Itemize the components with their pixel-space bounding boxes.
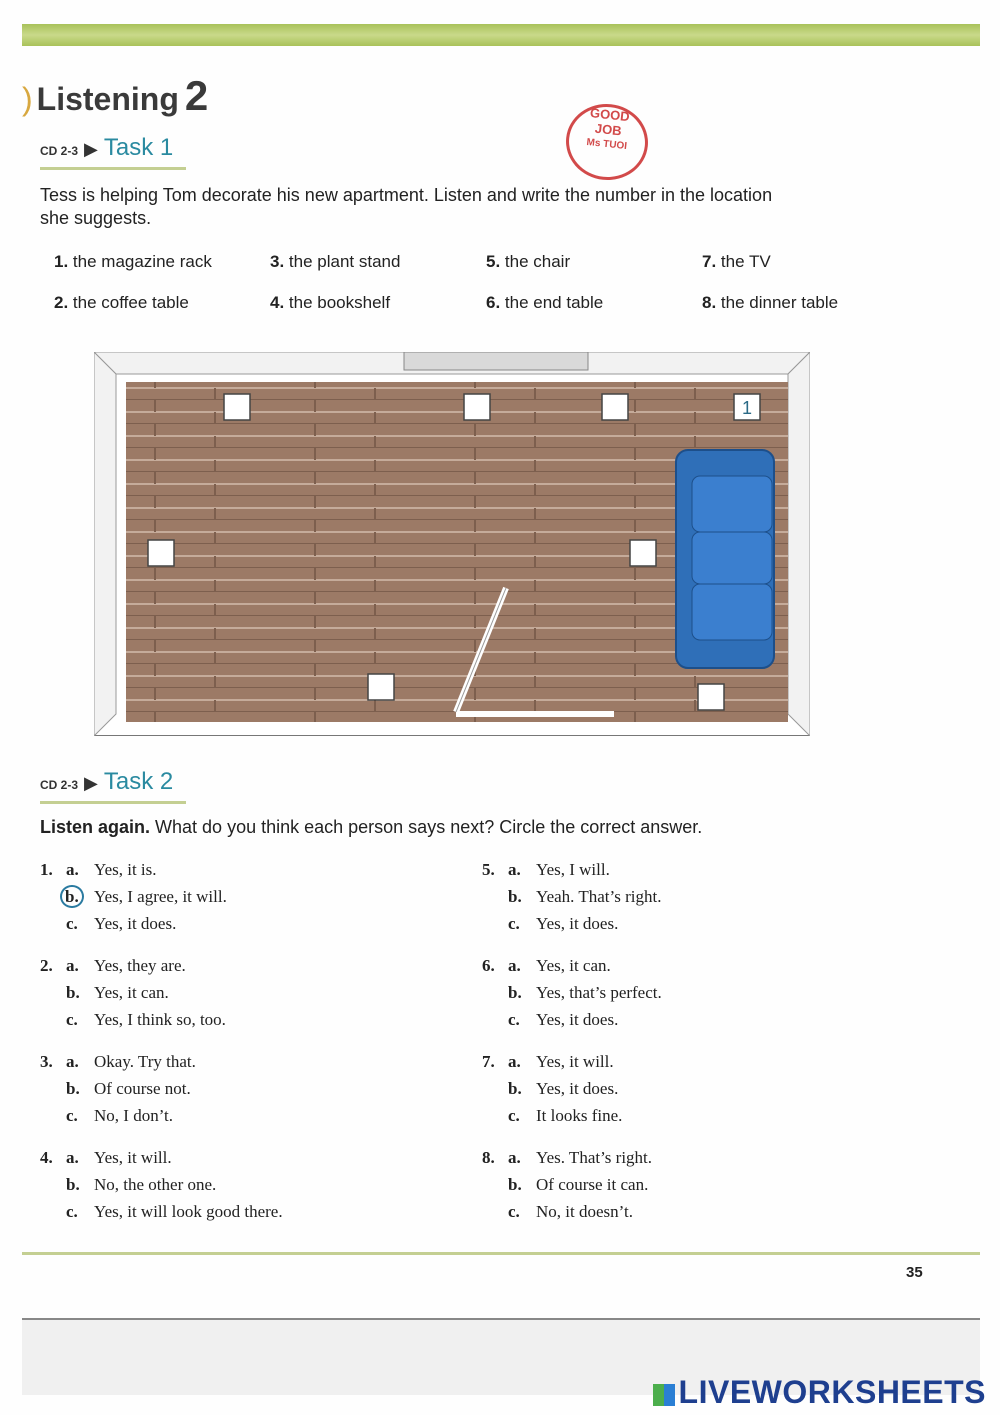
cd-track: CD 2-3 (40, 778, 79, 792)
filled-answer: 1 (741, 398, 753, 418)
option-c[interactable]: c. (508, 1106, 520, 1125)
good-job-stamp (562, 100, 651, 184)
option-a[interactable]: a. (508, 1052, 521, 1071)
option-c[interactable]: c. (508, 914, 520, 933)
option-a[interactable]: a. (66, 860, 79, 879)
stamp-line1: GOOD (589, 105, 631, 125)
play-arrow-icon: ▶ (84, 773, 98, 793)
option-b[interactable]: b. (508, 1175, 522, 1194)
cd-track: CD 2-3 (40, 144, 79, 158)
answer-box (148, 540, 174, 566)
task2-instructions: Listen again. What do you think each person says next? Circle the correct answer. (40, 817, 703, 837)
title-text: Listening (36, 81, 179, 117)
stamp-line2: JOB (594, 120, 623, 139)
task1-underline (40, 167, 186, 170)
option-b[interactable]: b. (508, 1079, 522, 1098)
option-c[interactable]: c. (66, 1106, 78, 1125)
option-c[interactable]: c. (508, 1010, 520, 1029)
title-number: 2 (184, 72, 209, 119)
stamp-line3: Ms TUOI (585, 136, 628, 153)
list-item: 6. the end table (486, 293, 604, 312)
task2-label (40, 768, 173, 796)
option-a[interactable]: a. (66, 956, 79, 975)
liveworksheets-logo[interactable] (653, 1374, 986, 1411)
option-a[interactable]: a. (66, 1052, 79, 1071)
list-item: 4. the bookshelf (270, 293, 391, 312)
list-item: 3. the plant stand (270, 252, 401, 271)
option-c[interactable]: c. (66, 1202, 78, 1221)
answer-box (464, 394, 490, 420)
answer-box (630, 540, 656, 566)
list-item: 7. the TV (702, 252, 771, 271)
option-c[interactable]: c. (508, 1202, 520, 1221)
option-b[interactable]: b. (66, 1175, 80, 1194)
brand-text: LIVEWORKSHEETS (678, 1374, 986, 1410)
page-title (22, 72, 208, 120)
option-a[interactable]: a. (508, 1148, 521, 1167)
list-item: 2. the coffee table (54, 293, 189, 312)
sofa-icon (676, 450, 774, 668)
option-b[interactable]: b. (66, 1079, 80, 1098)
room-floor-plan (94, 352, 810, 736)
task2-underline (40, 801, 186, 804)
play-arrow-icon: ▶ (84, 139, 98, 159)
option-a[interactable]: a. (508, 956, 521, 975)
answer-box (698, 684, 724, 710)
list-item: 8. the dinner table (702, 293, 839, 312)
list-item: 1. the magazine rack (54, 252, 212, 271)
option-b[interactable]: b. (508, 887, 522, 906)
footer-divider (22, 1252, 980, 1255)
option-b[interactable]: b. (66, 983, 80, 1002)
answer-box (368, 674, 394, 700)
list-item: 5. the chair (486, 252, 571, 271)
answer-box (224, 394, 250, 420)
task1-instructions: Tess is helping Tom decorate his new apartment. Listen and write the number in the location she suggests. (40, 185, 773, 228)
option-c[interactable]: c. (66, 914, 78, 933)
option-a[interactable]: a. (66, 1148, 79, 1167)
top-decorative-bar (22, 24, 980, 46)
title-bracket-icon: ) (22, 81, 33, 117)
task2-title: Task 2 (103, 768, 174, 795)
answer-box (602, 394, 628, 420)
option-c[interactable]: c. (66, 1010, 78, 1029)
window (404, 352, 588, 370)
option-a[interactable]: a. (508, 860, 521, 879)
task1-label (40, 134, 173, 162)
page-number: 35 (906, 1264, 923, 1281)
option-b[interactable]: b. (508, 983, 522, 1002)
brand-logo-icon (653, 1384, 675, 1406)
task1-title: Task 1 (103, 134, 174, 161)
option-b-selected[interactable]: b. (60, 885, 84, 908)
